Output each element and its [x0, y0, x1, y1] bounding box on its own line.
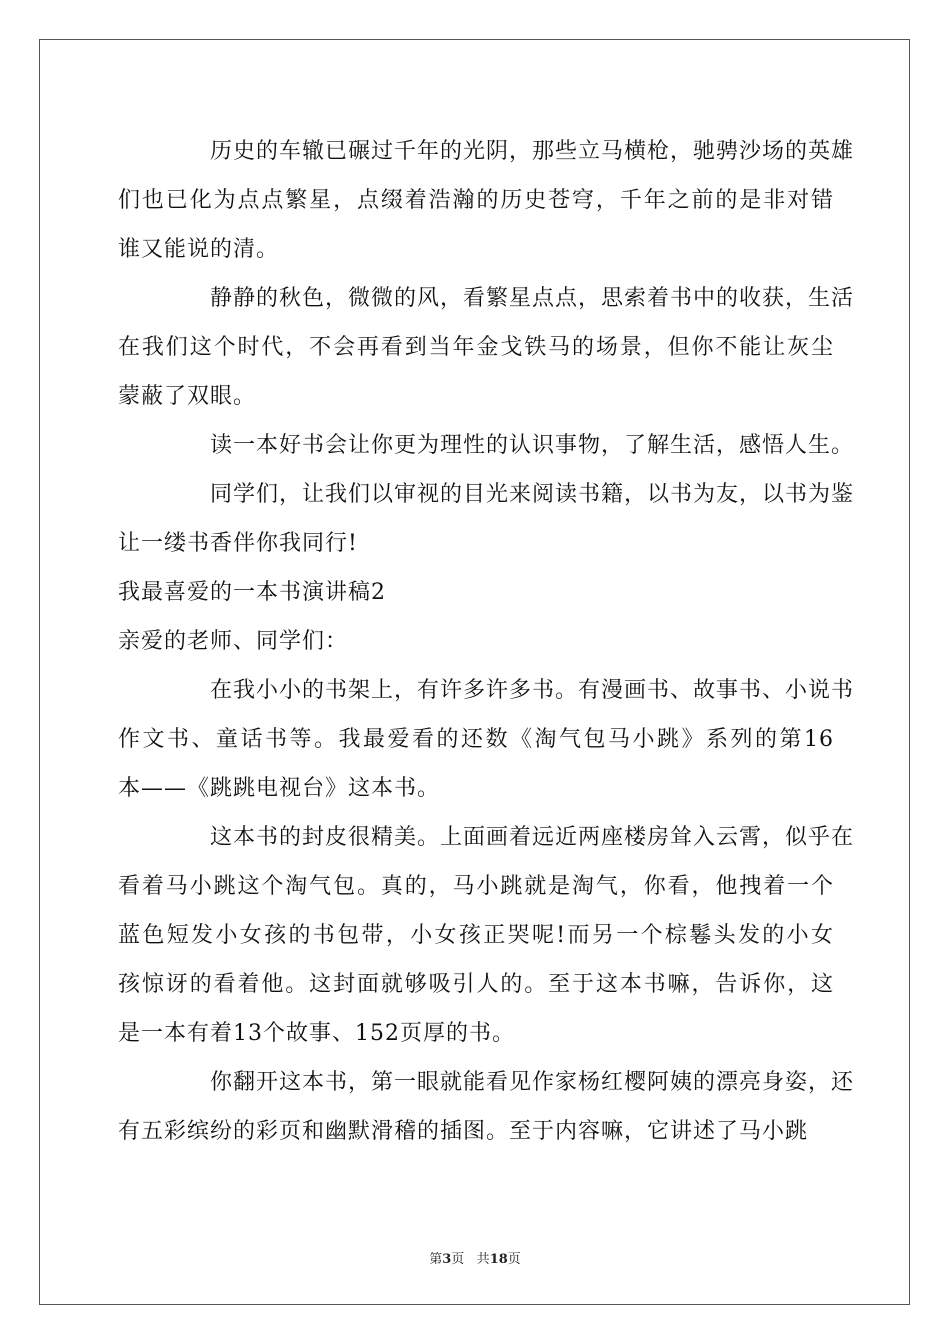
text-line: 在我们这个时代，不会再看到当年金戈铁马的场景，但你不能让灰尘 — [118, 335, 834, 360]
text-line: 蒙蔽了双眼。 — [118, 384, 257, 409]
total-suffix: 页 — [507, 1252, 521, 1267]
page-prefix: 第 — [429, 1252, 443, 1267]
text-line: 静静的秋色，微微的风，看繁星点点，思索着书中的收获，生活 — [210, 286, 855, 311]
text-line: 谁又能说的清。 — [118, 237, 280, 262]
text-line: 历史的车辙已碾过千年的光阴，那些立马横枪，驰骋沙场的英雄 — [210, 139, 855, 164]
paragraph — [118, 274, 855, 421]
text-line: 亲爱的老师、同学们： — [118, 629, 349, 654]
text-line: 同学们，让我们以审视的目光来阅读书籍，以书为友，以书为鉴 — [210, 482, 855, 507]
paragraph — [118, 666, 855, 813]
text-line: 是一本有着13个故事、152页厚的书。 — [118, 1021, 515, 1046]
paragraph — [118, 568, 834, 617]
paragraph — [118, 127, 855, 274]
document-body — [118, 127, 855, 1156]
text-line: 蓝色短发小女孩的书包带，小女孩正哭呢!而另一个棕鬈头发的小女 — [118, 923, 834, 948]
page-suffix: 页 — [451, 1252, 465, 1267]
text-line: 在我小小的书架上，有许多许多书。有漫画书、故事书、小说书 — [210, 678, 855, 703]
text-line: 这本书的封皮很精美。上面画着远近两座楼房耸入云霄，似乎在 — [210, 825, 855, 850]
text-line: 你翻开这本书，第一眼就能看见作家杨红樱阿姨的漂亮身姿，还 — [210, 1070, 855, 1095]
text-line: 看着马小跳这个淘气包。真的，马小跳就是淘气，你看，他拽着一个 — [118, 874, 834, 899]
page-number: 3 — [442, 1252, 452, 1267]
text-line: 让一缕书香伴你我同行! — [118, 531, 358, 556]
paragraph — [118, 813, 855, 1058]
text-line: 孩惊讶的看着他。这封面就够吸引人的。至于这本书嘛，告诉你，这 — [118, 972, 834, 997]
paragraph — [118, 1058, 855, 1156]
text-line: 我最喜爱的一本书演讲稿2 — [118, 580, 386, 605]
paragraph — [118, 470, 855, 568]
text-line: 读一本好书会让你更为理性的认识事物，了解生活，感悟人生。 — [210, 433, 855, 458]
page-footer — [0, 1248, 950, 1267]
text-line: 们也已化为点点繁星，点缀着浩瀚的历史苍穹，千年之前的是非对错 — [118, 188, 834, 213]
paragraph — [118, 421, 855, 470]
text-line: 作文书、童话书等。我最爱看的还数《淘气包马小跳》系列的第16 — [118, 727, 834, 752]
paragraph — [118, 617, 834, 666]
text-line: 本——《跳跳电视台》这本书。 — [118, 776, 441, 801]
text-line: 有五彩缤纷的彩页和幽默滑稽的插图。至于内容嘛，它讲述了马小跳 — [118, 1119, 809, 1144]
total-prefix: 共 — [476, 1252, 490, 1267]
total-pages: 18 — [489, 1252, 508, 1267]
